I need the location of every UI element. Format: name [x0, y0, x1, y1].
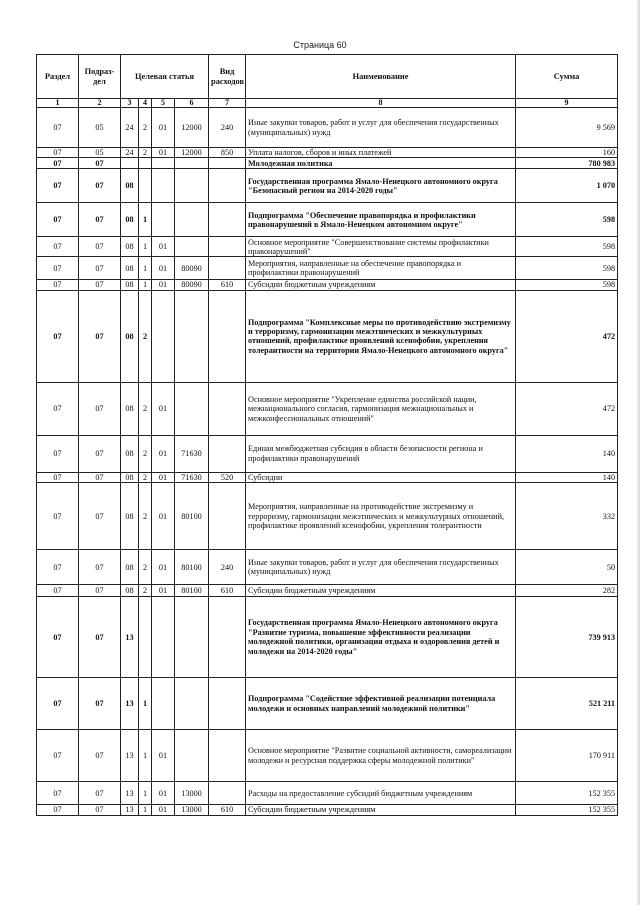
razdel-cell: 07: [37, 782, 79, 805]
podrazdel-cell: 07: [79, 290, 121, 382]
event-code-cell: [152, 678, 175, 730]
direction-code-cell: 80100: [175, 483, 209, 550]
col-number: 8: [246, 99, 516, 108]
podrazdel-cell: 05: [79, 108, 121, 148]
program-code-cell: 08: [121, 280, 139, 290]
podrazdel-cell: 07: [79, 597, 121, 678]
header-tselevaya-statya: Целевая статья: [121, 55, 209, 99]
podrazdel-cell: 07: [79, 585, 121, 597]
budget-table: [36, 54, 618, 816]
razdel-cell: 07: [37, 290, 79, 382]
event-code-cell: 01: [152, 280, 175, 290]
amount-cell: 739 913: [516, 597, 618, 678]
razdel-cell: 07: [37, 435, 79, 472]
event-code-cell: 01: [152, 585, 175, 597]
razdel-cell: 07: [37, 550, 79, 585]
subprogram-code-cell: 1: [139, 730, 152, 782]
expense-type-cell: [209, 203, 246, 237]
program-code-cell: 08: [121, 257, 139, 280]
event-code-cell: 01: [152, 472, 175, 482]
expense-type-cell: 610: [209, 805, 246, 815]
razdel-cell: 07: [37, 280, 79, 290]
program-code-cell: 13: [121, 730, 139, 782]
expense-type-cell: 520: [209, 472, 246, 482]
table-row: [37, 169, 618, 203]
name-cell: Субсидии: [246, 472, 516, 482]
scan-edge: [636, 0, 640, 905]
podrazdel-cell: 07: [79, 237, 121, 257]
subprogram-code-cell: 1: [139, 805, 152, 815]
event-code-cell: 01: [152, 435, 175, 472]
subprogram-code-cell: 2: [139, 148, 152, 158]
event-code-cell: 01: [152, 148, 175, 158]
razdel-cell: 07: [37, 597, 79, 678]
razdel-cell: 07: [37, 585, 79, 597]
program-code-cell: 08: [121, 290, 139, 382]
header-razdel: Раздел: [37, 55, 79, 99]
podrazdel-cell: 07: [79, 550, 121, 585]
name-cell: Расходы на предоставление субсидий бюджетным учреждениям: [246, 782, 516, 805]
razdel-cell: 07: [37, 158, 79, 169]
event-code-cell: 01: [152, 257, 175, 280]
amount-cell: 140: [516, 435, 618, 472]
direction-code-cell: 80090: [175, 280, 209, 290]
podrazdel-cell: 07: [79, 483, 121, 550]
table-row: [37, 483, 618, 550]
razdel-cell: 07: [37, 148, 79, 158]
table-row: [37, 280, 618, 290]
col-number: 1: [37, 99, 79, 108]
program-code-cell: 08: [121, 550, 139, 585]
subprogram-code-cell: [139, 169, 152, 203]
expense-type-cell: [209, 158, 246, 169]
direction-code-cell: [175, 597, 209, 678]
name-cell: Молодежная политика: [246, 158, 516, 169]
podrazdel-cell: 07: [79, 730, 121, 782]
program-code-cell: 08: [121, 483, 139, 550]
event-code-cell: [152, 169, 175, 203]
expense-type-cell: [209, 290, 246, 382]
podrazdel-cell: 07: [79, 382, 121, 435]
table-row: [37, 435, 618, 472]
name-cell: Единая межбюджетная субсидия в области безопасности региона и профилактики правонарушений: [246, 435, 516, 472]
podrazdel-cell: 07: [79, 257, 121, 280]
program-code-cell: 13: [121, 597, 139, 678]
subprogram-code-cell: 1: [139, 280, 152, 290]
amount-cell: 140: [516, 472, 618, 482]
direction-code-cell: [175, 678, 209, 730]
razdel-cell: 07: [37, 472, 79, 482]
direction-code-cell: 71630: [175, 472, 209, 482]
program-code-cell: 24: [121, 108, 139, 148]
razdel-cell: 07: [37, 257, 79, 280]
event-code-cell: [152, 597, 175, 678]
expense-type-cell: [209, 169, 246, 203]
name-cell: Государственная программа Ямало-Ненецкого автономного округа "Безопасный регион на 2014-2020 годы": [246, 169, 516, 203]
subprogram-code-cell: 2: [139, 290, 152, 382]
name-cell: Государственная программа Ямало-Ненецкого автономного округа "Развитие туризма, повышение эффективности реализации молодежной политики, организация отдыха и оздоровления детей и молодежи на 2014-2020 годы": [246, 597, 516, 678]
table-header-row: [37, 55, 618, 99]
amount-cell: 152 355: [516, 782, 618, 805]
expense-type-cell: [209, 257, 246, 280]
podrazdel-cell: 07: [79, 805, 121, 815]
subprogram-code-cell: 2: [139, 585, 152, 597]
razdel-cell: 07: [37, 108, 79, 148]
name-cell: Подпрограмма "Комплексные меры по противодействию экстремизму и терроризму, гармонизации межэтнических и межкультурных отношений, профилактике проявлений ксенофобии, укрепления толерантности на территории Ямало-Ненецкого автономного округа": [246, 290, 516, 382]
expense-type-cell: [209, 382, 246, 435]
direction-code-cell: [175, 382, 209, 435]
expense-type-cell: [209, 237, 246, 257]
podrazdel-cell: 07: [79, 782, 121, 805]
table-row: [37, 382, 618, 435]
program-code-cell: 08: [121, 169, 139, 203]
name-cell: Основное мероприятие "Совершенствование системы профилактики правонарушений": [246, 237, 516, 257]
razdel-cell: 07: [37, 678, 79, 730]
table-row: [37, 108, 618, 148]
amount-cell: 9 569: [516, 108, 618, 148]
program-code-cell: 13: [121, 805, 139, 815]
podrazdel-cell: 07: [79, 169, 121, 203]
expense-type-cell: 240: [209, 550, 246, 585]
direction-code-cell: [175, 169, 209, 203]
program-code-cell: 08: [121, 435, 139, 472]
table-row: [37, 148, 618, 158]
table-row: [37, 257, 618, 280]
razdel-cell: 07: [37, 483, 79, 550]
podrazdel-cell: 05: [79, 148, 121, 158]
table-row: [37, 203, 618, 237]
amount-cell: 598: [516, 280, 618, 290]
expense-type-cell: [209, 782, 246, 805]
table-row: [37, 678, 618, 730]
amount-cell: 282: [516, 585, 618, 597]
name-cell: Субсидии бюджетным учреждениям: [246, 280, 516, 290]
subprogram-code-cell: 1: [139, 203, 152, 237]
name-cell: Мероприятия, направленные на противодействие экстремизму и терроризму, гармонизации межэтнических и межкультурных отношений, профилактике проявлений ксенофобии, укрепления толерантности: [246, 483, 516, 550]
event-code-cell: [152, 203, 175, 237]
event-code-cell: 01: [152, 382, 175, 435]
podrazdel-cell: 07: [79, 280, 121, 290]
podrazdel-cell: 07: [79, 203, 121, 237]
table-body: [37, 108, 618, 816]
direction-code-cell: [175, 158, 209, 169]
col-number: 9: [516, 99, 618, 108]
header-naimenovanie: Наименование: [246, 55, 516, 99]
program-code-cell: 08: [121, 203, 139, 237]
direction-code-cell: 13000: [175, 782, 209, 805]
name-cell: Субсидии бюджетным учреждениям: [246, 585, 516, 597]
amount-cell: 598: [516, 203, 618, 237]
amount-cell: 598: [516, 257, 618, 280]
direction-code-cell: 12000: [175, 108, 209, 148]
direction-code-cell: 12000: [175, 148, 209, 158]
col-number: 4: [139, 99, 152, 108]
col-number: 5: [152, 99, 175, 108]
direction-code-cell: 80100: [175, 585, 209, 597]
program-code-cell: 08: [121, 472, 139, 482]
program-code-cell: 13: [121, 678, 139, 730]
event-code-cell: 01: [152, 237, 175, 257]
expense-type-cell: [209, 678, 246, 730]
expense-type-cell: 850: [209, 148, 246, 158]
podrazdel-cell: 07: [79, 435, 121, 472]
program-code-cell: 08: [121, 585, 139, 597]
expense-type-cell: [209, 597, 246, 678]
table-row: [37, 730, 618, 782]
amount-cell: 598: [516, 237, 618, 257]
expense-type-cell: 610: [209, 585, 246, 597]
direction-code-cell: [175, 237, 209, 257]
table-row: [37, 472, 618, 482]
amount-cell: 780 983: [516, 158, 618, 169]
direction-code-cell: 80100: [175, 550, 209, 585]
direction-code-cell: 13000: [175, 805, 209, 815]
direction-code-cell: [175, 203, 209, 237]
program-code-cell: [121, 158, 139, 169]
direction-code-cell: [175, 730, 209, 782]
program-code-cell: 13: [121, 782, 139, 805]
table-row: [37, 237, 618, 257]
razdel-cell: 07: [37, 203, 79, 237]
subprogram-code-cell: 2: [139, 550, 152, 585]
name-cell: Подпрограмма "Содействие эффективной реализации потенциала молодежи и основных направлений молодежной политики": [246, 678, 516, 730]
table-row: [37, 158, 618, 169]
expense-type-cell: [209, 483, 246, 550]
subprogram-code-cell: 2: [139, 435, 152, 472]
event-code-cell: 01: [152, 550, 175, 585]
event-code-cell: [152, 290, 175, 382]
amount-cell: 521 211: [516, 678, 618, 730]
subprogram-code-cell: [139, 597, 152, 678]
amount-cell: 472: [516, 290, 618, 382]
table-row: [37, 585, 618, 597]
event-code-cell: 01: [152, 805, 175, 815]
expense-type-cell: 610: [209, 280, 246, 290]
table-row: [37, 805, 618, 815]
expense-type-cell: [209, 435, 246, 472]
subprogram-code-cell: 1: [139, 782, 152, 805]
direction-code-cell: 80090: [175, 257, 209, 280]
razdel-cell: 07: [37, 805, 79, 815]
subprogram-code-cell: 2: [139, 472, 152, 482]
program-code-cell: 24: [121, 148, 139, 158]
col-number: 2: [79, 99, 121, 108]
table-row: [37, 782, 618, 805]
name-cell: Подпрограмма "Обеспечение правопорядка и профилактики правонарушений в Ямало-Ненецком автономном округе": [246, 203, 516, 237]
name-cell: Основное мероприятие "Развитие социальной активности, самореализации молодежи и ресурсная поддержка сферы молодежной политики": [246, 730, 516, 782]
razdel-cell: 07: [37, 730, 79, 782]
subprogram-code-cell: 2: [139, 483, 152, 550]
subprogram-code-cell: 1: [139, 237, 152, 257]
event-code-cell: 01: [152, 108, 175, 148]
amount-cell: 472: [516, 382, 618, 435]
table-row: [37, 550, 618, 585]
event-code-cell: 01: [152, 730, 175, 782]
column-number-row: [37, 99, 618, 108]
podrazdel-cell: 07: [79, 678, 121, 730]
header-vid-raskhodov: Вид расходов: [209, 55, 246, 99]
expense-type-cell: [209, 730, 246, 782]
event-code-cell: [152, 158, 175, 169]
amount-cell: 160: [516, 148, 618, 158]
name-cell: Субсидии бюджетным учреждениям: [246, 805, 516, 815]
amount-cell: 50: [516, 550, 618, 585]
expense-type-cell: 240: [209, 108, 246, 148]
razdel-cell: 07: [37, 382, 79, 435]
podrazdel-cell: 07: [79, 158, 121, 169]
header-summa: Сумма: [516, 55, 618, 99]
name-cell: Основное мероприятие "Укрепление единства российской нации, межнационального согласия, гармонизация межнациональных и межконфессиональных отношений": [246, 382, 516, 435]
amount-cell: 332: [516, 483, 618, 550]
name-cell: Иные закупки товаров, работ и услуг для обеспечения государственных (муниципальных) нужд: [246, 550, 516, 585]
subprogram-code-cell: 1: [139, 678, 152, 730]
name-cell: Иные закупки товаров, работ и услуг для обеспечения государственных (муниципальных) нужд: [246, 108, 516, 148]
name-cell: Уплата налогов, сборов и иных платежей: [246, 148, 516, 158]
program-code-cell: 08: [121, 237, 139, 257]
razdel-cell: 07: [37, 237, 79, 257]
subprogram-code-cell: 2: [139, 108, 152, 148]
direction-code-cell: [175, 290, 209, 382]
program-code-cell: 08: [121, 382, 139, 435]
col-number: 7: [209, 99, 246, 108]
amount-cell: 1 070: [516, 169, 618, 203]
event-code-cell: 01: [152, 782, 175, 805]
name-cell: Мероприятия, направленные на обеспечение правопорядка и профилактики правонарушений: [246, 257, 516, 280]
table-row: [37, 290, 618, 382]
subprogram-code-cell: 2: [139, 382, 152, 435]
amount-cell: 152 355: [516, 805, 618, 815]
col-number: 6: [175, 99, 209, 108]
col-number: 3: [121, 99, 139, 108]
subprogram-code-cell: 1: [139, 257, 152, 280]
event-code-cell: 01: [152, 483, 175, 550]
page-label: Страница 60: [293, 40, 347, 50]
direction-code-cell: 71630: [175, 435, 209, 472]
table-row: [37, 597, 618, 678]
amount-cell: 170 911: [516, 730, 618, 782]
subprogram-code-cell: [139, 158, 152, 169]
podrazdel-cell: 07: [79, 472, 121, 482]
razdel-cell: 07: [37, 169, 79, 203]
header-podrazdel: Подраз-дел: [79, 55, 121, 99]
